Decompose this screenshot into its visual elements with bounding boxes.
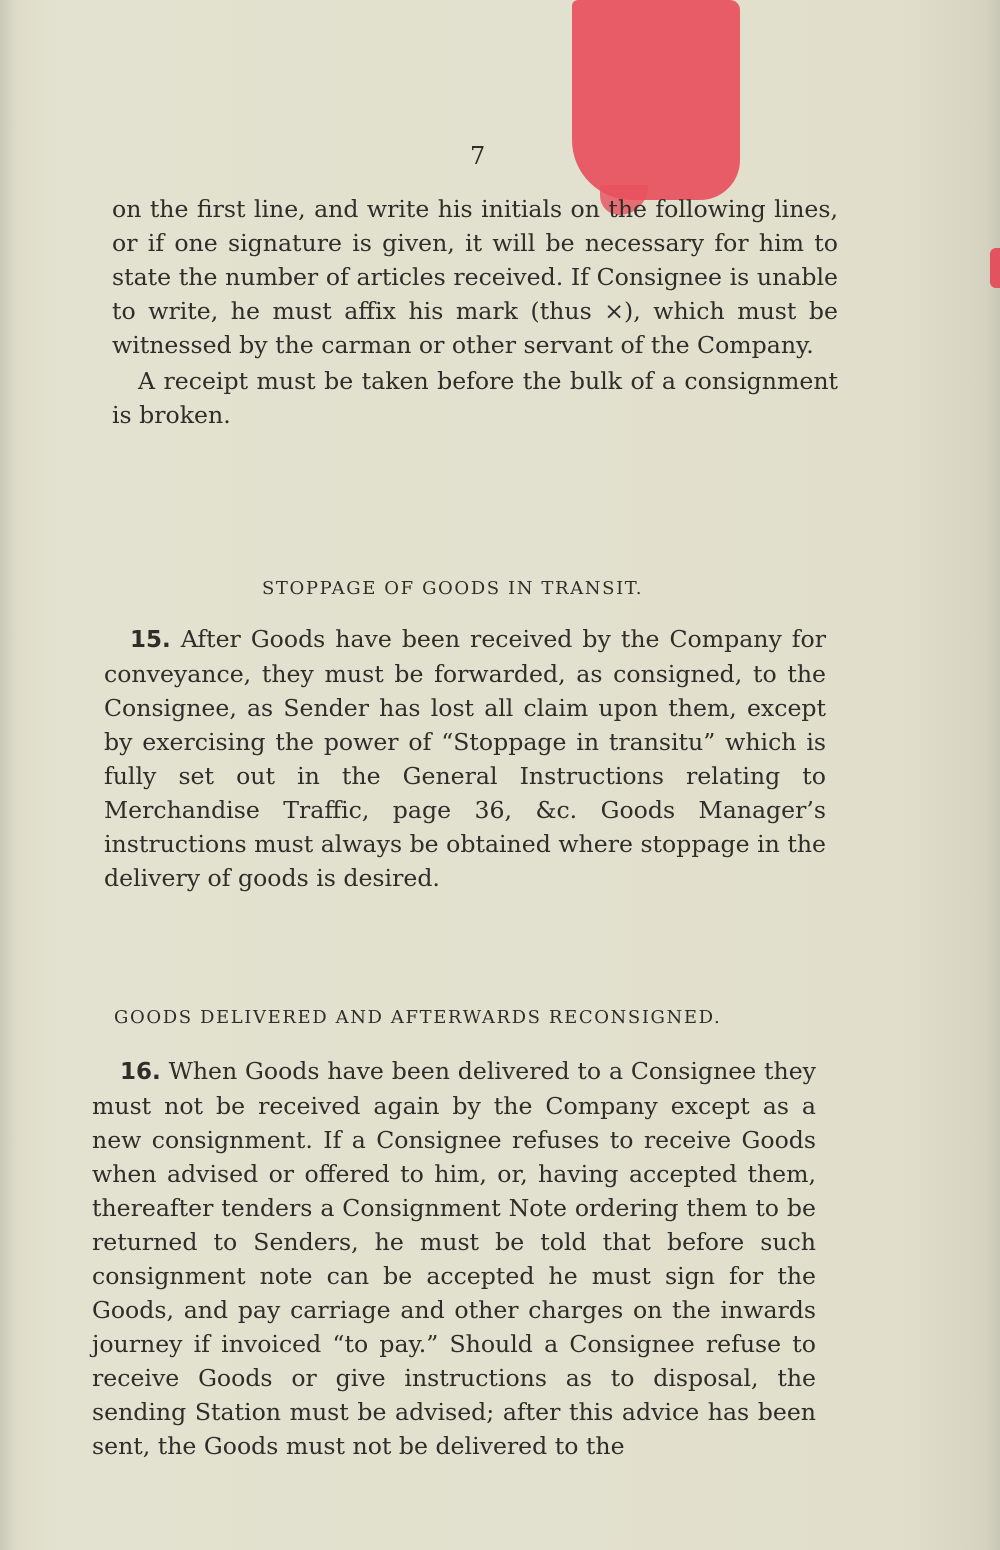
- section-text-16: When Goods have been delivered to a Consignee they must not be received again by the Company except as a new consignment. If a Consignee refuses to receive Goods when advised or offered to him, or, having accepted them, thereafter tenders a Consignment Note ordering them to be returned to Senders, he must be told that before such consignment note can be accepted he must sign for the Goods, and pay carriage and other charges on the inwards journey if invoiced “to pay.” Should a Consignee refuse to receive Goods or give instructions as to disposal, the sending Station must be advised; after this advice has been sent, the Goods must not be delivered to the: [92, 1057, 816, 1460]
- section-heading-stoppage: STOPPAGE OF GOODS IN TRANSIT.: [262, 578, 644, 599]
- continuation-paragraph: on the first line, and write his initials on the following lines, or if one signature is given, it will be necessary for him to state the number of articles received. If Consignee is unable to write, he must affix his mark (thus ×), which must be witnessed by the carman or other servant of the Company.: [112, 195, 838, 359]
- red-ink-stain: [572, 0, 740, 200]
- section-paragraph-15: [104, 622, 826, 895]
- section-text-15: After Goods have been received by the Company for conveyance, they must be forwarded, as consigned, to the Consignee, as Sender has lost all claim upon them, except by exercising the power of “Stoppage in transitu” which is fully set out in the General Instructions relating to Merchandise Traffic, page 36, &c. Goods Manager’s instructions must always be obtained where stoppage in the delivery of goods is desired.: [104, 625, 827, 892]
- section-number-16: 16.: [120, 1059, 161, 1085]
- section-paragraph-16: [92, 1054, 816, 1463]
- section-heading-reconsigned: GOODS DELIVERED AND AFTERWARDS RECONSIGNED.: [114, 1007, 722, 1028]
- receipt-paragraph: A receipt must be taken before the bulk of a consignment is broken.: [112, 367, 838, 429]
- section-number-15: 15.: [130, 627, 171, 653]
- red-edge-mark: [990, 248, 1000, 288]
- page-number: 7: [470, 142, 486, 170]
